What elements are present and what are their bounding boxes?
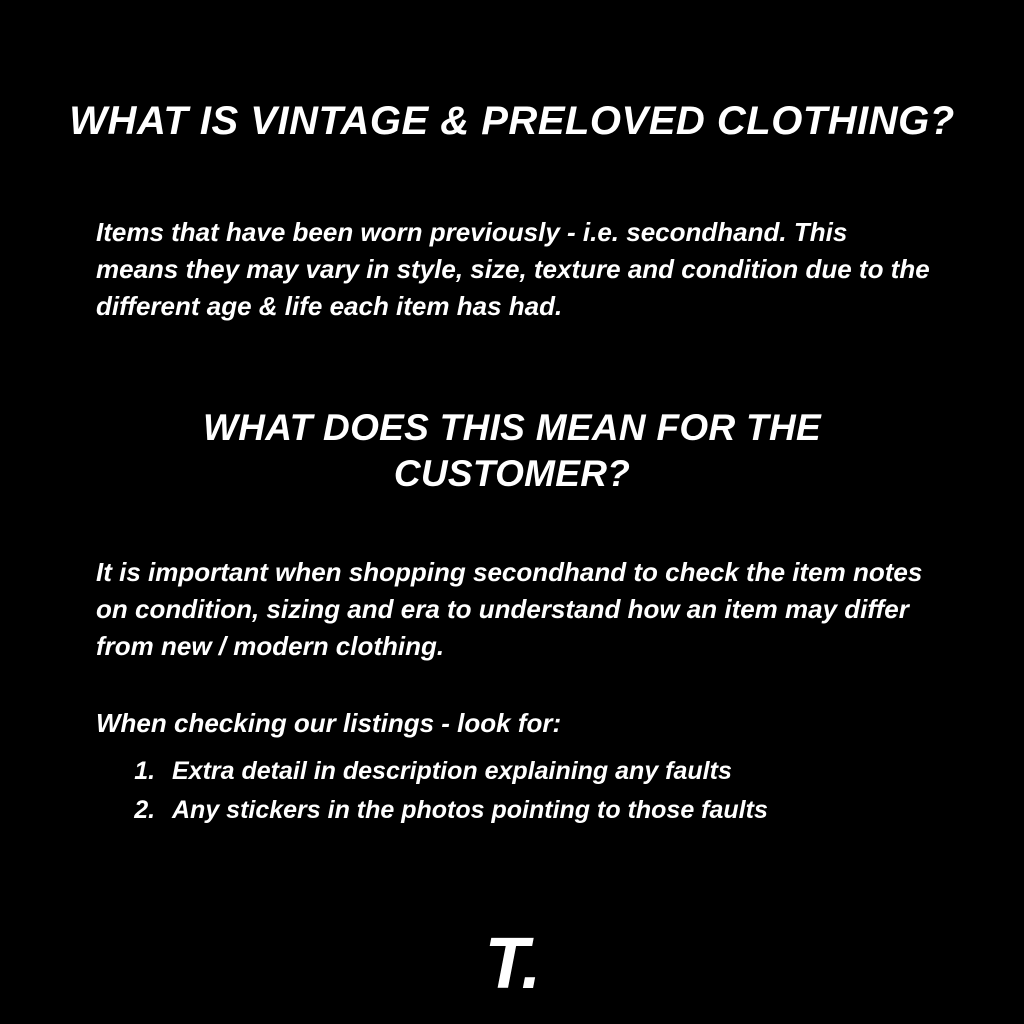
section-heading-customer: WHAT DOES THIS MEAN FOR THE CUSTOMER?: [203, 406, 821, 494]
list-item: 1. Extra detail in description explaining any faults: [162, 752, 982, 791]
checklist: [120, 752, 982, 830]
listings-prompt-paragraph: When checking our listings - look for:: [96, 708, 562, 738]
definition-paragraph: Items that have been worn previously - i.e. secondhand. This means they may vary in style, size, texture and condition due to the different age & life each item has had.: [96, 217, 930, 321]
page-title: WHAT IS VINTAGE & PRELOVED CLOTHING?: [69, 98, 955, 143]
customer-guidance-paragraph: It is important when shopping secondhand to check the item notes on condition, sizing and era to understand how an item may differ from new / modern clothing.: [96, 557, 923, 661]
brand-logo: T.: [484, 924, 540, 1004]
list-item: 2. Any stickers in the photos pointing to those faults: [162, 791, 982, 830]
